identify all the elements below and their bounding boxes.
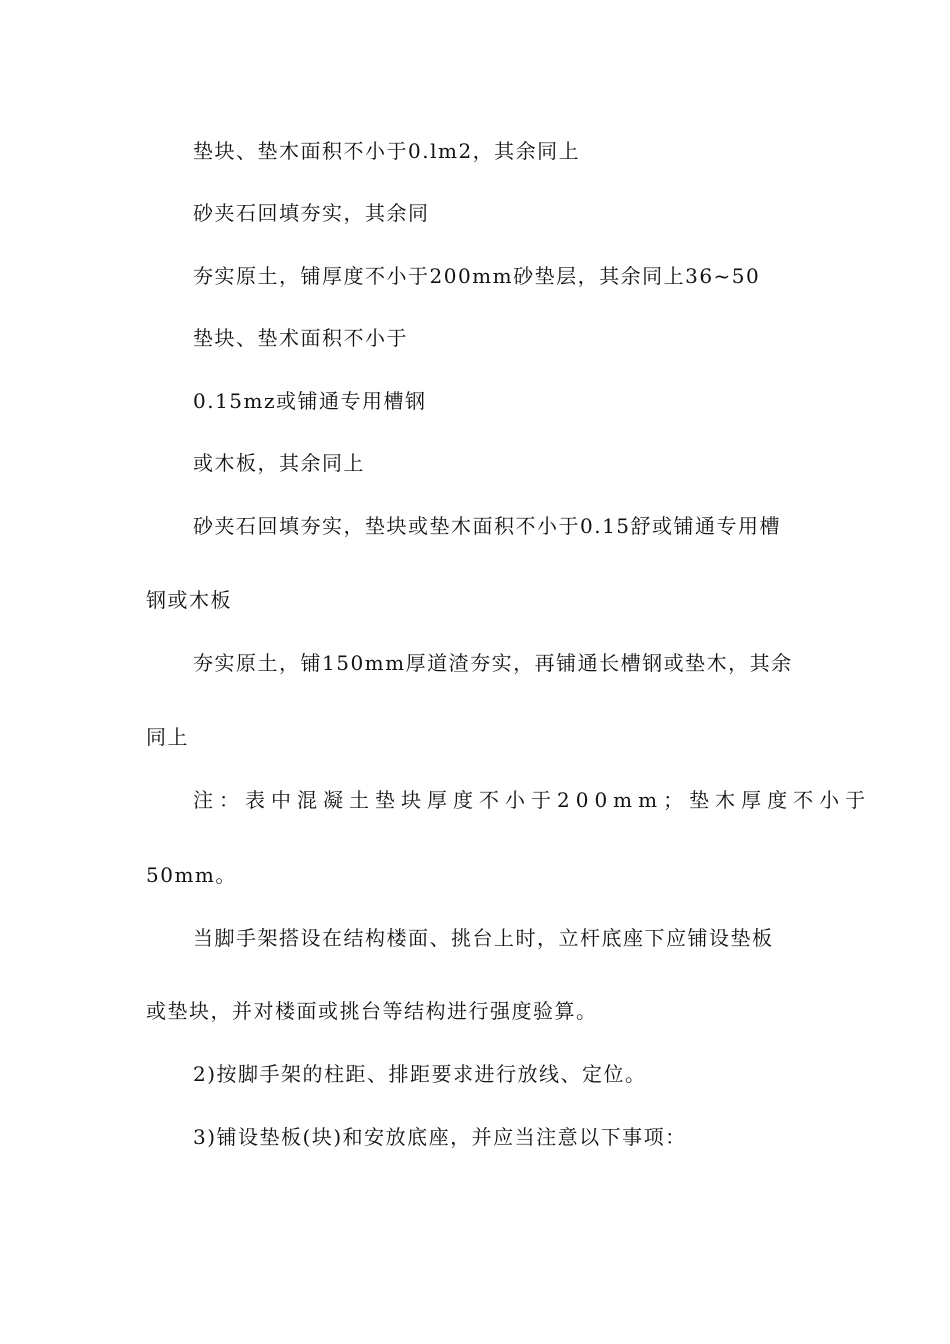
text-line-1: 垫块、垫木面积不小于0.lm2，其余同上: [193, 139, 581, 163]
text-line-13: 当脚手架搭设在结构楼面、挑台上时，立杆底座下应铺设垫板: [193, 926, 774, 950]
note-line: 注：表中混凝土垫块厚度不小于200mm；垫木厚度不小于: [193, 788, 872, 812]
text-line-16: 3)铺设垫板(块)和安放底座，并应当注意以下事项：: [193, 1125, 687, 1149]
text-line-3: 夯实原土，铺厚度不小于200mm砂垫层，其余同上36~50: [193, 264, 761, 288]
text-line-2: 砂夹石回填夯实，其余同: [193, 201, 430, 225]
text-line-12: 50mm。: [146, 863, 237, 887]
text-line-14: 或垫块，并对楼面或挑台等结构进行强度验算。: [146, 999, 598, 1023]
text-line-9: 夯实原土，铺150mm厚道渣夯实，再铺通长槽钢或垫木，其余: [193, 651, 793, 675]
text-line-10: 同上: [146, 725, 189, 749]
text-line-5: 0.15mz或铺通专用槽钢: [193, 389, 427, 413]
text-line-15: 2)按脚手架的柱距、排距要求进行放线、定位。: [193, 1062, 647, 1086]
text-line-8: 钢或木板: [146, 588, 232, 612]
text-line-4: 垫块、垫术面积不小于: [193, 326, 408, 350]
text-line-7: 砂夹石回填夯实，垫块或垫木面积不小于0.15舒或铺通专用槽: [193, 514, 782, 538]
text-line-6: 或木板，其余同上: [193, 451, 365, 475]
